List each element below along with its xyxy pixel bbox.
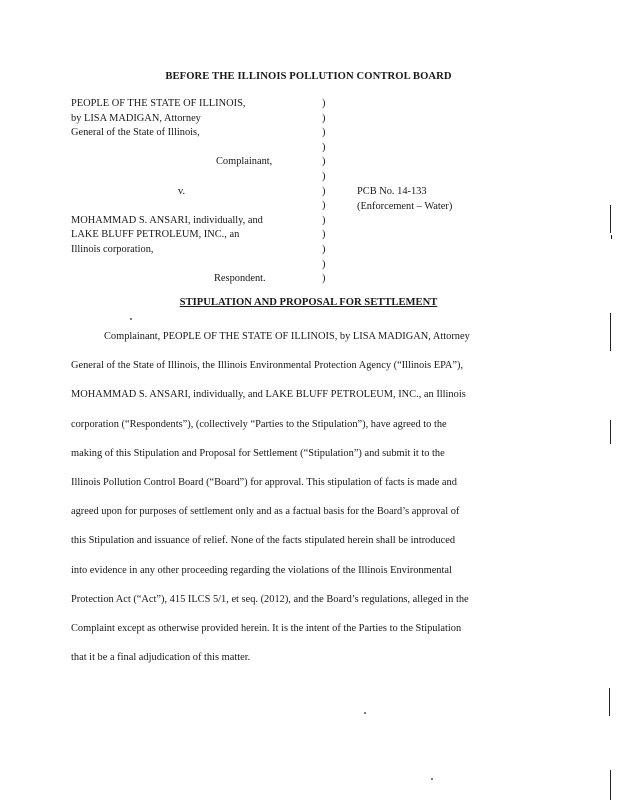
caption-line: Illinois corporation,	[71, 243, 154, 255]
scan-mark	[609, 688, 610, 716]
body-paragraph	[71, 322, 541, 672]
body-line: Complainant, PEOPLE OF THE STATE OF ILLINOIS, by LISA MADIGAN, Attorney	[104, 331, 470, 342]
body-line: agreed upon for purposes of settlement only and as a factual basis for the Board’s approval of	[71, 506, 460, 518]
court-heading: BEFORE THE ILLINOIS POLLUTION CONTROL BOARD	[165, 71, 452, 82]
body-line: that it be a final adjudication of this matter.	[71, 652, 251, 664]
scan-mark	[611, 235, 612, 239]
paren: )	[322, 229, 326, 241]
caption-line: General of the State of Illinois,	[71, 127, 200, 139]
case-number: PCB No. 14-133	[357, 186, 427, 197]
body-line: making of this Stipulation and Proposal for Settlement (“Stipulation”) and submit it to the	[71, 447, 445, 459]
scan-mark	[610, 420, 611, 444]
caption-line: PEOPLE OF THE STATE OF ILLINOIS,	[71, 98, 246, 109]
paren: )	[322, 170, 326, 182]
paren: )	[322, 243, 326, 255]
body-line: into evidence in any other proceeding regarding the violations of the Illinois Environmental	[71, 564, 452, 576]
paren: )	[322, 273, 326, 285]
scan-speck	[130, 318, 132, 320]
scan-speck	[364, 712, 366, 714]
paren: )	[322, 112, 326, 124]
paren: )	[322, 214, 326, 226]
paren: )	[322, 127, 326, 139]
caption-respondent: Respondent.	[214, 273, 266, 285]
paren: )	[322, 156, 326, 168]
case-info	[357, 185, 452, 214]
body-line: Protection Act (“Act”), 415 ILCS 5/1, et seq. (2012), and the Board’s regulations, alleged in the	[71, 593, 469, 605]
scan-speck	[431, 778, 433, 780]
caption-complainant: Complainant,	[216, 156, 273, 168]
body-line: corporation (“Respondents”), (collectively “Parties to the Stipulation”), have agreed to the	[71, 418, 447, 430]
paren: )	[322, 98, 326, 109]
body-line: Complaint except as otherwise provided herein. It is the intent of the Parties to the Stipulation	[71, 622, 462, 634]
paren: )	[322, 185, 326, 197]
body-line: MOHAMMAD S. ANSARI, individually, and LAKE BLUFF PETROLEUM, INC., an Illinois	[71, 389, 466, 401]
scan-mark	[610, 770, 611, 800]
scan-mark	[610, 313, 611, 351]
caption-parens	[322, 97, 332, 287]
caption-line: LAKE BLUFF PETROLEUM, INC., an	[71, 229, 240, 241]
paren: )	[322, 200, 326, 212]
paren: )	[322, 258, 326, 270]
body-line: this Stipulation and issuance of relief. None of the facts stipulated herein shall be introduced	[71, 535, 456, 547]
caption-line	[71, 170, 331, 185]
body-line: General of the State of Illinois, the Illinois Environmental Protection Agency (“Illinois EPA”),	[71, 360, 464, 372]
caption-line: by LISA MADIGAN, Attorney	[71, 112, 201, 124]
caption-parties	[71, 97, 331, 287]
caption-line	[71, 199, 331, 214]
body-line: Illinois Pollution Control Board (“Board”) for approval. This stipulation of facts is made and	[71, 476, 457, 488]
caption-line	[71, 258, 331, 273]
caption-line: MOHAMMAD S. ANSARI, individually, and	[71, 214, 263, 226]
scan-mark	[610, 205, 611, 233]
paren: )	[322, 141, 326, 153]
case-type: (Enforcement – Water)	[357, 200, 453, 212]
document-title: STIPULATION AND PROPOSAL FOR SETTLEMENT	[179, 297, 438, 308]
caption-versus: v.	[178, 185, 186, 197]
caption-line	[71, 141, 331, 156]
